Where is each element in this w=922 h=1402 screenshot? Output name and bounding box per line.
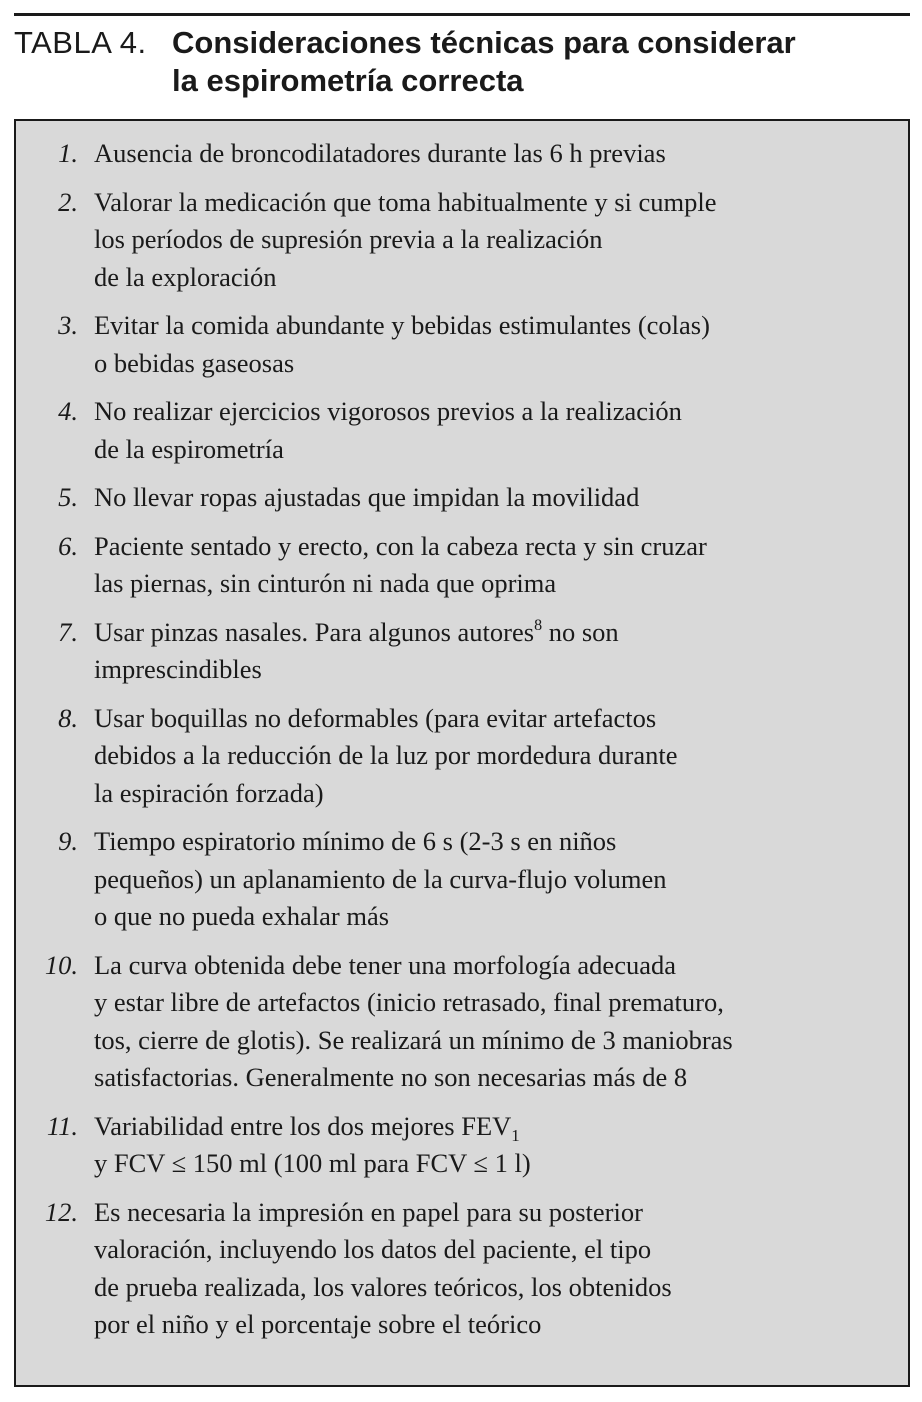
item-line: La curva obtenida debe tener una morfología adecuada [94,949,676,980]
table-heading-line-1: Consideraciones técnicas para considerar [172,25,796,60]
item-line: o que no pueda exhalar más [94,901,390,931]
item-line [94,614,908,652]
list-item [16,1194,908,1344]
item-line: tos, cierre de glotis). Se realizará un mínimo de 3 maniobras [94,1024,733,1055]
item-number: 8. [58,702,78,733]
item-line: de la espirometría [94,433,284,464]
item-line: pequeños) un aplanamiento de la curva-flujo volumen [94,863,667,894]
fev-subscript: 1 [511,1125,520,1145]
item-number: 2. [58,186,78,217]
table-heading-line-2: la espirometría correcta [172,63,524,98]
item-line: por el niño y el porcentaje sobre el teórico [94,1309,542,1339]
item-line: y FCV ≤ 150 ml (100 ml para FCV ≤ 1 l) [94,1148,531,1178]
item-line: debidos a la reducción de la luz por mordedura durante [94,740,678,770]
item-line: valoración, incluyendo los datos del paciente, el tipo [94,1234,652,1264]
item-line-text: Usar pinzas nasales. Para algunos autores [94,616,535,647]
item-line: Es necesaria la impresión en papel para su posterior [94,1196,643,1227]
item-number: 5. [58,482,78,512]
item-line: Paciente sentado y erecto, con la cabeza recta y sin cruzar [94,530,707,561]
item-number: 6. [58,530,78,561]
item-number: 4. [58,396,78,426]
item-line: de la exploración [94,261,277,292]
item-line: Valorar la medicación que toma habitualmente y si cumple [94,186,717,217]
item-line: los períodos de supresión previa a la realización [94,224,603,254]
item-line-text: no son [542,616,619,647]
table-title [14,24,910,100]
item-line: No llevar ropas ajustadas que impidan la movilidad [94,482,640,512]
table-heading [172,24,796,100]
table-box [14,119,910,1387]
item-number: 9. [58,826,78,856]
item-number: 1. [58,138,78,168]
list-item [16,700,908,813]
item-number: 11. [46,1110,78,1141]
list-item [16,614,908,689]
list-item [16,393,908,468]
item-line: y estar libre de artefactos (inicio retrasado, final prematuro, [94,987,724,1017]
item-line: Ausencia de broncodilatadores durante las 6 h previas [94,138,666,168]
list-item [16,947,908,1097]
item-number: 3. [58,310,78,340]
list-item [16,823,908,936]
item-line: las piernas, sin cinturón ni nada que oprima [94,568,557,598]
reference-superscript: 8 [534,616,543,634]
item-line: Tiempo espiratorio mínimo de 6 s (2-3 s en niños [94,826,617,856]
item-number: 10. [44,949,78,980]
list-item [16,528,908,603]
table-label: TABLA 4. [14,25,147,60]
item-line: Evitar la comida abundante y bebidas estimulantes (colas) [94,310,710,340]
item-line: o bebidas gaseosas [94,347,295,378]
top-rule [14,13,910,16]
item-line [94,1108,908,1146]
item-line: Usar boquillas no deformables (para evitar artefactos [94,702,657,733]
list-item [16,135,908,173]
list-item [16,184,908,297]
item-line: satisfactorias. Generalmente no son necesarias más de 8 [94,1062,688,1092]
item-number: 7. [58,616,78,647]
items-list [16,135,908,1355]
item-line: imprescindibles [94,654,262,684]
list-item [16,1108,908,1183]
item-line: No realizar ejercicios vigorosos previos a la realización [94,396,682,426]
item-line-text: Variabilidad entre los dos mejores FEV [94,1110,512,1141]
item-line: de prueba realizada, los valores teóricos, los obtenidos [94,1271,672,1302]
list-item [16,307,908,382]
item-number: 12. [44,1196,78,1227]
item-line: la espiración forzada) [94,777,324,808]
list-item [16,479,908,517]
